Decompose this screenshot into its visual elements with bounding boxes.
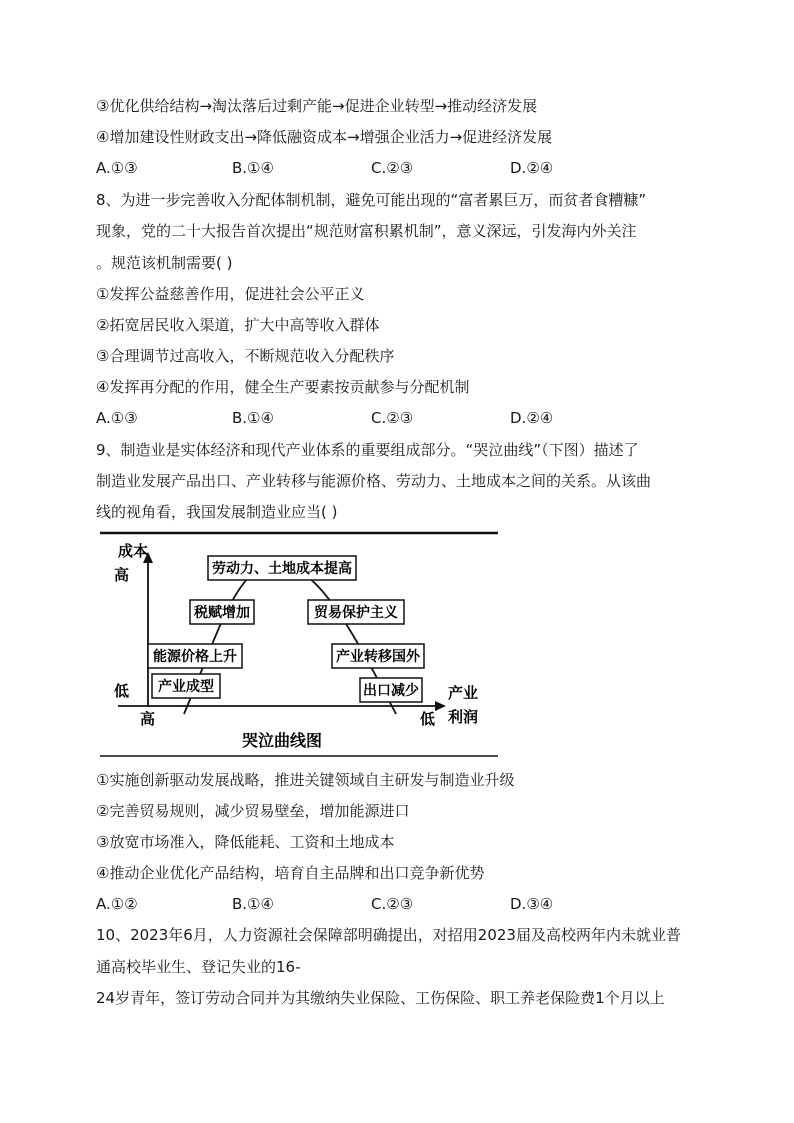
q7-choice-a: A.①③ [96, 159, 138, 177]
label-left-2: 能源价格上升 [153, 649, 237, 665]
label-right-1: 贸易保护主义 [314, 605, 398, 621]
x-high-label: 高 [140, 710, 156, 728]
q7-choice-b: B.①④ [232, 159, 274, 177]
q8-stem-line-2: 现象，党的二十大报告首次提出“规范财富积累机制”，意义深远，引发海内外关注 [96, 222, 637, 240]
q9-stem-line-1: 9、制造业是实体经济和现代产业体系的重要组成部分。“哭泣曲线”（下图）描述了 [96, 441, 639, 459]
q8-choice-c: C.②③ [371, 409, 414, 427]
q8-option-1: ①发挥公益慈善作用，促进社会公平正义 [96, 285, 365, 303]
x-axis-label-line-2: 利润 [448, 708, 479, 726]
q8-stem-line-3: 。规范该机制需要( ) [96, 254, 233, 272]
q9-stem-line-3: 线的视角看，我国发展制造业应当( ) [96, 503, 338, 521]
label-right-2: 产业转移国外 [336, 649, 420, 665]
q8-stem-line-1: 8、为进一步完善收入分配体制机制，避免可能出现的“富者累巨万，而贫者食糟糠” [96, 191, 647, 209]
q7-option-3: ③优化供给结构→淘汰落后过剩产能→促进企业转型→推动经济发展 [96, 97, 538, 115]
q9-choice-c: C.②③ [371, 895, 414, 913]
q10-stem-line-3: 24岁青年，签订劳动合同并为其缴纳失业保险、工伤保险、职工养老保险费1个月以上 [96, 989, 665, 1007]
x-axis-label-line-1: 产业 [448, 684, 479, 702]
q8-choice-a: A.①③ [96, 409, 138, 427]
q10-stem-line-1: 10、2023年6月，人力资源社会保障部明确提出，对招用2023届及高校两年内未就业普 [96, 926, 681, 944]
q9-option-1: ①实施创新驱动发展战略，推进关键领域自主研发与制造业升级 [96, 771, 515, 789]
q8-choice-d: D.②④ [510, 409, 554, 427]
label-right-3: 出口减少 [363, 683, 419, 699]
q9-choice-a: A.①② [96, 895, 138, 913]
y-low-label: 低 [114, 682, 130, 700]
label-left-3: 产业成型 [158, 679, 214, 695]
label-top: 劳动力、土地成本提高 [212, 561, 352, 577]
q9-option-2: ②完善贸易规则，减少贸易壁垒，增加能源进口 [96, 802, 410, 820]
q9-choice-b: B.①④ [232, 895, 274, 913]
q7-option-4: ④增加建设性财政支出→降低融资成本→增强企业活力→促进经济发展 [96, 128, 553, 146]
x-axis-arrow-icon [435, 701, 446, 711]
y-high-label: 高 [114, 566, 130, 584]
q8-option-4: ④发挥再分配的作用，健全生产要素按贡献参与分配机制 [96, 378, 470, 396]
q9-option-3: ③放宽市场准入，降低能耗、工资和土地成本 [96, 833, 395, 851]
q7-choice-d: D.②④ [510, 159, 554, 177]
q9-choice-d: D.③④ [510, 895, 554, 913]
q9-option-4: ④推动企业优化产品结构，培育自主品牌和出口竞争新优势 [96, 864, 485, 882]
q8-choice-b: B.①④ [232, 409, 274, 427]
x-low-label: 低 [420, 710, 436, 728]
q9-stem-line-2: 制造业发展产品出口、产业转移与能源价格、劳动力、土地成本之间的关系。从该曲 [96, 472, 652, 490]
figure-caption: 哭泣曲线图 [241, 731, 323, 750]
q8-option-2: ②拓宽居民收入渠道，扩大中高等收入群体 [96, 316, 380, 334]
label-left-1: 税赋增加 [194, 605, 250, 621]
crying-curve-figure [96, 528, 500, 760]
q7-choice-c: C.②③ [371, 159, 414, 177]
y-axis-label: 成本 [118, 542, 149, 560]
q10-stem-line-2: 通高校毕业生、登记失业的16- [96, 958, 301, 976]
q8-option-3: ③合理调节过高收入，不断规范收入分配秩序 [96, 347, 395, 365]
